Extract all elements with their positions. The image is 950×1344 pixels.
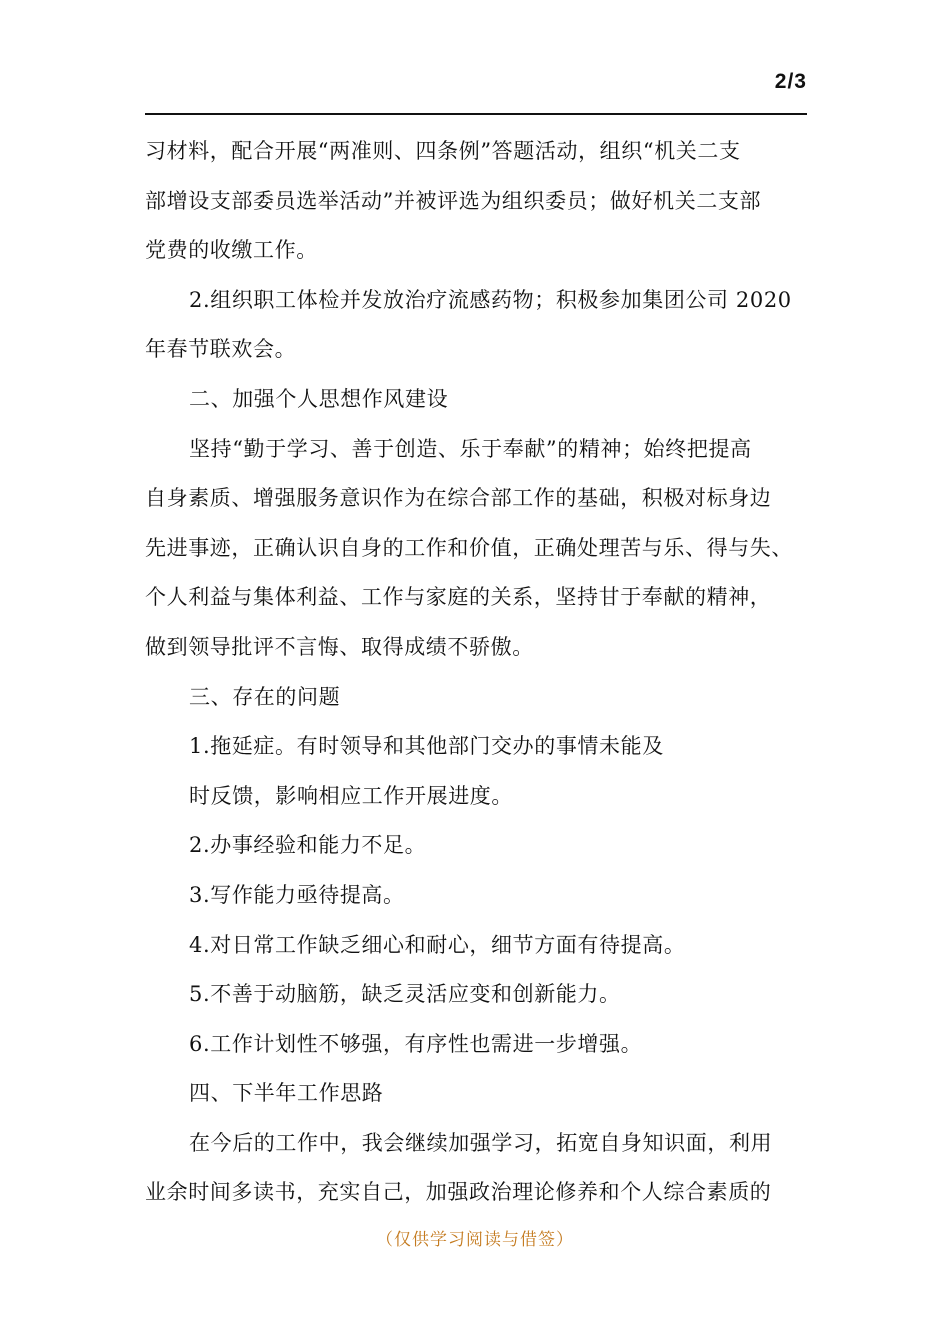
text-line: 做到领导批评不言悔、取得成绩不骄傲。	[145, 634, 534, 659]
document-body	[145, 127, 825, 1218]
text-line: 2.组织职工体检并发放治疗流感药物；积极参加集团公司 2020	[189, 287, 792, 312]
page-number: 2/3	[774, 70, 807, 93]
list-item: 4.对日常工作缺乏细心和耐心，细节方面有待提高。	[189, 932, 686, 957]
list-item: 时反馈，影响相应工作开展进度。	[189, 783, 513, 808]
list-item: 1.拖延症。有时领导和其他部门交办的事情未能及	[189, 734, 664, 759]
text-line: 习材料，配合开展“两准则、四条例”答题活动，组织“机关二支	[145, 139, 741, 163]
text-line: 个人利益与集体利益、工作与家庭的关系，坚持甘于奉献的精神，	[145, 585, 772, 610]
text-line: 党费的收缴工作。	[145, 238, 318, 263]
header-rule	[145, 113, 807, 115]
list-item: 3.写作能力亟待提高。	[189, 882, 405, 907]
list-item: 2.办事经验和能力不足。	[189, 833, 427, 858]
text-line: 在今后的工作中，我会继续加强学习，拓宽自身知识面，利用	[189, 1130, 773, 1155]
section-heading: 四、下半年工作思路	[189, 1081, 384, 1106]
text-line: 业余时间多读书，充实自己，加强政治理论修养和个人综合素质的	[145, 1180, 772, 1205]
text-line: 自身素质、增强服务意识作为在综合部工作的基础，积极对标身边	[145, 486, 772, 511]
text-line: 部增设支部委员选举活动”并被评选为组织委员；做好机关二支部	[145, 188, 762, 213]
list-item: 6.工作计划性不够强，有序性也需进一步增强。	[189, 1031, 643, 1056]
text-line: 坚持“勤于学习、善于创造、乐于奉献”的精神；始终把提高	[189, 436, 752, 461]
footer-note: （仅供学习阅读与借签）	[376, 1230, 574, 1250]
section-heading: 三、存在的问题	[189, 684, 341, 709]
section-heading: 二、加强个人思想作风建设	[189, 386, 449, 411]
text-line: 年春节联欢会。	[145, 337, 297, 362]
text-line: 先进事迹，正确认识自身的工作和价值，正确处理苦与乐、得与失、	[145, 535, 793, 560]
list-item: 5.不善于动脑筋，缺乏灵活应变和创新能力。	[189, 982, 621, 1007]
